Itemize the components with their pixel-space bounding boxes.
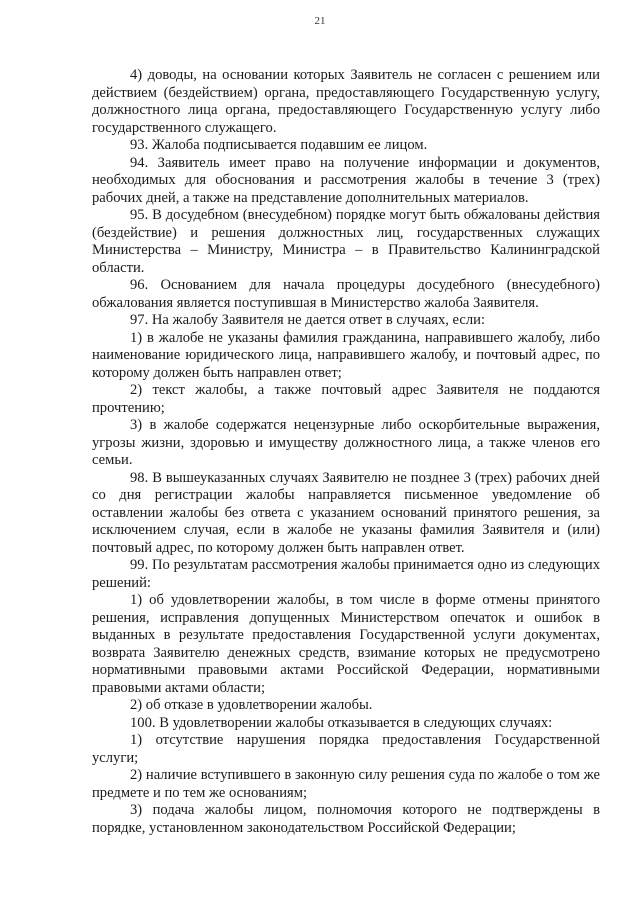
paragraph-item-4-arguments: 4) доводы, на основании которых Заявитель не согласен с решением или действием (бездействием) органа, предоставляющего Государственную услугу, должностного лица органа, предоставляющего Государственную услугу либо государственного служащего.	[92, 67, 600, 136]
paragraph-100-item-2: 2) наличие вступившего в законную силу решения суда по жалобе о том же предмете и по тем же основаниям;	[92, 767, 600, 801]
paragraph-99: 99. По результатам рассмотрения жалобы принимается одно из следующих решений:	[92, 557, 600, 591]
paragraph-100-item-1: 1) отсутствие нарушения порядка предоставления Государственной услуги;	[92, 732, 600, 766]
paragraph-97-item-1: 1) в жалобе не указаны фамилия гражданина, направившего жалобу, либо наименование юридического лица, направившего жалобу, и почтовый адрес, по которому должен быть направлен ответ;	[92, 329, 600, 381]
paragraph-99-item-2: 2) об отказе в удовлетворении жалобы.	[130, 697, 373, 713]
paragraph-95: 95. В досудебном (внесудебном) порядке могут быть обжалованы действия (бездействие) и решения должностных лиц, государственных служащих Министерства – Министру, Министра – в Правительство Калининградской области.	[92, 207, 600, 276]
document-body	[92, 67, 600, 837]
paragraph-100: 100. В удовлетворении жалобы отказывается в следующих случаях:	[130, 714, 553, 731]
page-number: 21	[314, 15, 326, 27]
paragraph-97: 97. На жалобу Заявителя не дается ответ в случаях, если:	[130, 312, 486, 328]
paragraph-97-item-3: 3) в жалобе содержатся нецензурные либо оскорбительные выражения, угрозы жизни, здоровью и имуществу должностного лица, а также членов его семьи.	[92, 417, 600, 468]
paragraph-94: 94. Заявитель имеет право на получение информации и документов, необходимых для обоснования и рассмотрения жалобы в течение 3 (трех) рабочих дней, а также на представление дополнительных материалов.	[92, 154, 600, 206]
paragraph-99-item-1: 1) об удовлетворении жалобы, в том числе в форме отмены принятого решения, исправления допущенных Министерством опечаток и ошибок в выданных в результате предоставления Государственной услуги документах, возврата Заявителю денежных средств, взимание которых не предусмотрено нормативными правовыми актами Российской Федерации, нормативными правовыми актами области;	[92, 592, 600, 696]
paragraph-96: 96. Основанием для начала процедуры досудебного (внесудебного) обжалования является поступившая в Министерство жалоба Заявителя.	[92, 277, 600, 311]
paragraph-100-item-3: 3) подача жалобы лицом, полномочия которого не подтверждены в порядке, установленном законодательством Российской Федерации;	[92, 802, 600, 836]
paragraph-93: 93. Жалоба подписывается подавшим ее лицом.	[130, 137, 428, 153]
paragraph-97-item-2: 2) текст жалобы, а также почтовый адрес Заявителя не поддаются прочтению;	[92, 382, 600, 416]
paragraph-98: 98. В вышеуказанных случаях Заявителю не позднее 3 (трех) рабочих дней со дня регистрации жалобы направляется письменное уведомление об оставлении жалобы без ответа с указанием оснований принятого решения, за исключением случая, если в жалобе не указаны фамилия Заявителя и (или) почтовый адрес, по которому должен быть направлен ответ.	[92, 469, 600, 556]
